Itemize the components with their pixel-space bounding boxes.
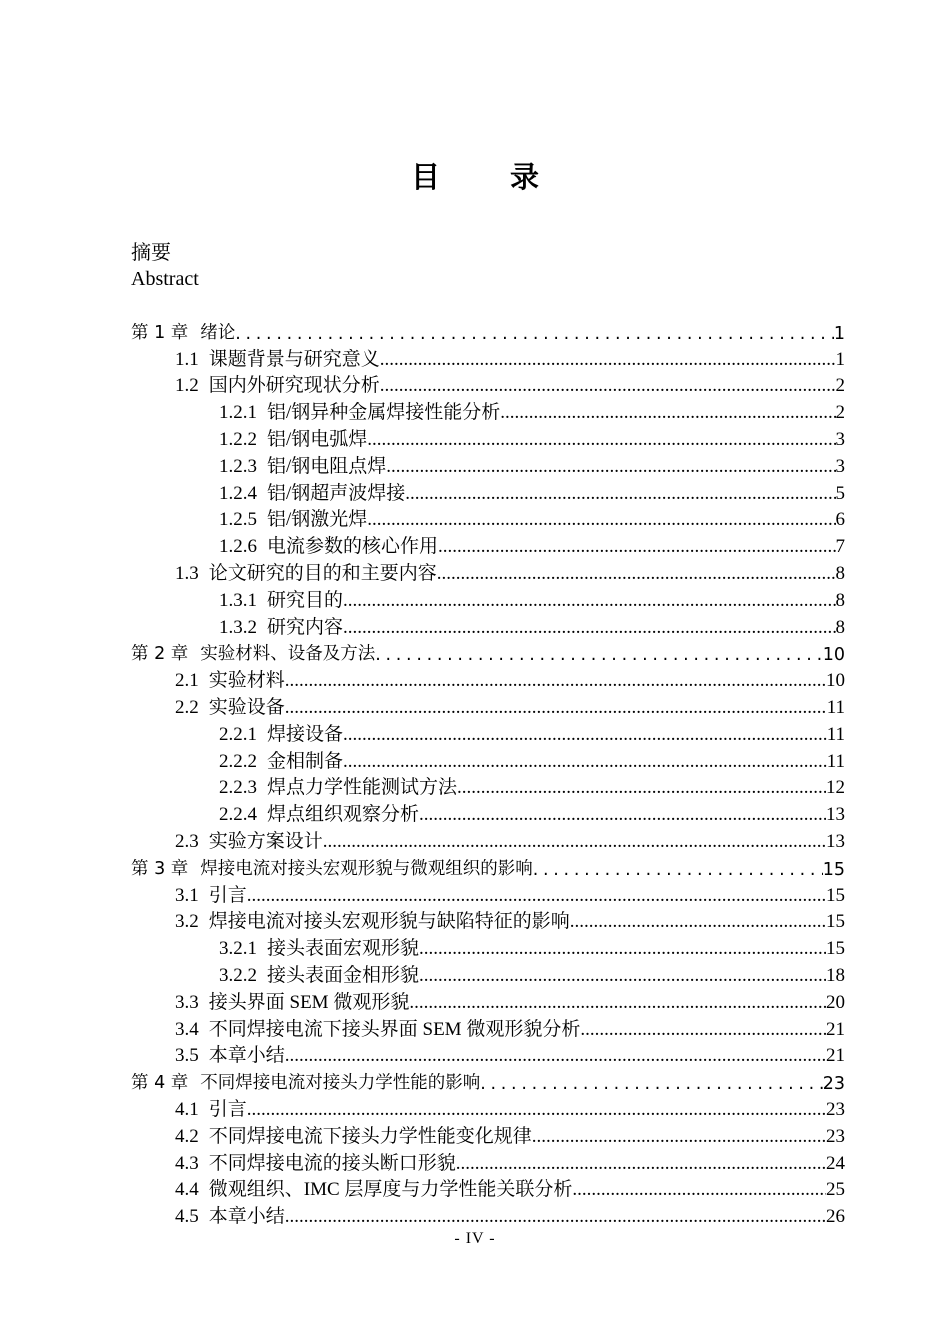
toc-entry-number: 3.2 <box>175 911 199 933</box>
toc-entry-page: 2 <box>835 402 845 424</box>
toc-entry-title: 铝/钢电阻点焊 <box>267 455 387 477</box>
toc-entry-page: 3 <box>835 455 845 477</box>
toc-entry-page: 15 <box>822 859 845 880</box>
toc-entry-page: 23 <box>826 1125 845 1147</box>
toc-entry-label <box>219 478 405 505</box>
toc-dot-leader <box>456 1153 826 1175</box>
toc-dot-leader <box>367 509 835 531</box>
toc-dot-leader <box>409 992 826 1014</box>
toc-dot-leader <box>343 751 827 773</box>
toc-section-entry[interactable] <box>175 880 845 907</box>
toc-entry-page: 11 <box>826 696 845 718</box>
toc-section-entry[interactable] <box>175 1014 845 1041</box>
toc-entry-label <box>175 987 409 1014</box>
toc-entry-label <box>175 1201 285 1228</box>
toc-entry-number: 3.2.1 <box>219 938 257 960</box>
toc-entry-label <box>175 344 380 371</box>
toc-entry-page: 2 <box>835 375 845 397</box>
toc-entry-title: 铝/钢电弧焊 <box>267 428 368 450</box>
toc-subsection-entry[interactable] <box>219 397 845 424</box>
toc-entry-label <box>219 799 419 826</box>
toc-dot-leader <box>438 536 835 558</box>
toc-section-entry[interactable] <box>175 1148 845 1175</box>
toc-entry-title: 不同焊接电流下接头界面 SEM 微观形貌分析 <box>208 1018 581 1040</box>
toc-subsection-entry[interactable] <box>219 960 845 987</box>
toc-entry-page: 21 <box>826 1045 845 1067</box>
toc-subsection-entry[interactable] <box>219 612 845 639</box>
toc-entry-title: 实验设备 <box>208 696 285 718</box>
toc-dot-leader <box>419 804 826 826</box>
toc-entry-number: 2.2 <box>175 696 199 718</box>
toc-entry-page: 25 <box>826 1179 845 1201</box>
toc-entry-label <box>219 397 500 424</box>
toc-entry-number: 1.1 <box>175 348 199 370</box>
toc-entry-label <box>219 451 386 478</box>
toc-entry-page: 6 <box>835 509 845 531</box>
toc-entry-number: 4.2 <box>175 1125 199 1147</box>
toc-dot-leader <box>375 645 822 665</box>
toc-entry-label <box>175 1148 456 1175</box>
toc-dot-leader <box>457 777 826 799</box>
toc-dot-leader <box>533 860 823 880</box>
toc-entry-title: 绪论 <box>200 322 236 343</box>
toc-entry-label <box>175 665 285 692</box>
toc-entry-label <box>131 319 235 344</box>
toc-entry-number: 3.5 <box>175 1045 199 1067</box>
toc-entry-page: 20 <box>826 991 845 1013</box>
page-title: 目 录 <box>410 160 570 194</box>
toc-entry-title: 铝/钢超声波焊接 <box>267 482 406 504</box>
toc-entry-title: 课题背景与研究意义 <box>208 348 380 370</box>
toc-section-entry[interactable] <box>175 1094 845 1121</box>
toc-entry-number: 2.2.4 <box>219 804 257 826</box>
toc-entry-label <box>219 612 343 639</box>
toc-entry-title: 论文研究的目的和主要内容 <box>208 562 437 584</box>
toc-subsection-entry[interactable] <box>219 719 845 746</box>
toc-dot-leader <box>343 724 827 746</box>
toc-entry-title: 焊点力学性能测试方法 <box>267 777 458 799</box>
toc-entry-number: 3.3 <box>175 991 199 1013</box>
toc-entry-number: 3.1 <box>175 884 199 906</box>
toc-entry-title: 接头表面金相形貌 <box>267 964 420 986</box>
toc-entry-number: 1.3.1 <box>219 589 257 611</box>
toc-entry-number: 3.2.2 <box>219 964 257 986</box>
toc-entry-page: 3 <box>835 428 845 450</box>
toc-entry-title: 本章小结 <box>208 1206 285 1228</box>
toc-entry-label <box>219 424 367 451</box>
toc-dot-leader <box>343 617 835 639</box>
toc-subsection-entry[interactable] <box>219 478 845 505</box>
toc-entry-title: 研究内容 <box>267 616 344 638</box>
toc-entry-number: 第 3 章 <box>131 858 189 879</box>
toc-chapter-entry[interactable] <box>131 639 845 666</box>
toc-entry-title: 不同焊接电流对接头力学性能的影响 <box>200 1073 481 1094</box>
toc-entry-title: 焊接电流对接头宏观形貌与微观组织的影响 <box>200 858 533 879</box>
toc-dot-leader <box>247 1099 826 1121</box>
toc-dot-leader <box>380 375 836 397</box>
front-matter-abstract-cn: 摘要 <box>131 242 171 264</box>
toc-dot-leader <box>580 1019 826 1041</box>
toc-entry-number: 3.4 <box>175 1018 199 1040</box>
toc-entry-title: 焊接电流对接头宏观形貌与缺陷特征的影响 <box>208 911 570 933</box>
toc-entry-label <box>175 1041 285 1068</box>
toc-entry-number: 2.1 <box>175 670 199 692</box>
toc-entry-number: 2.3 <box>175 830 199 852</box>
toc-section-entry[interactable] <box>175 371 845 398</box>
toc-entry-label <box>175 1175 572 1202</box>
toc-entry-title: 引言 <box>208 884 247 906</box>
toc-entry-title: 电流参数的核心作用 <box>267 536 439 558</box>
toc-entry-title: 铝/钢激光焊 <box>267 509 368 531</box>
toc-entry-title: 金相制备 <box>267 750 344 772</box>
toc-entry-label <box>175 692 285 719</box>
toc-entry-page: 13 <box>826 830 845 852</box>
toc-entry-number: 2.2.1 <box>219 723 257 745</box>
toc-section-entry[interactable] <box>175 987 845 1014</box>
toc-entry-title: 实验材料、设备及方法 <box>200 644 376 665</box>
toc-chapter-entry[interactable] <box>131 317 845 344</box>
toc-dot-leader <box>323 831 826 853</box>
toc-section-entry[interactable] <box>175 1175 845 1202</box>
toc-dot-leader <box>437 563 836 585</box>
toc-entry-title: 本章小结 <box>208 1045 285 1067</box>
toc-entry-title: 焊接设备 <box>267 723 344 745</box>
toc-entry-number: 1.2.5 <box>219 509 257 531</box>
toc-entry-page: 24 <box>826 1152 845 1174</box>
toc-entry-page: 18 <box>826 964 845 986</box>
toc-dot-leader <box>572 1179 826 1201</box>
toc-entry-number: 第 1 章 <box>131 322 189 343</box>
toc-entry-label <box>175 558 437 585</box>
toc-entry-page: 10 <box>826 670 845 692</box>
toc-dot-leader <box>367 429 835 451</box>
toc-entry-number: 1.2.1 <box>219 402 257 424</box>
toc-entry-page: 23 <box>826 1098 845 1120</box>
toc-entry-page: 11 <box>826 723 845 745</box>
toc-section-entry[interactable] <box>175 907 845 934</box>
toc-subsection-entry[interactable] <box>219 505 845 532</box>
toc-entry-title: 铝/钢异种金属焊接性能分析 <box>267 402 501 424</box>
toc-entry-number: 1.2 <box>175 375 199 397</box>
toc-dot-leader <box>419 965 826 987</box>
toc-subsection-entry[interactable] <box>219 531 845 558</box>
toc-dot-leader <box>386 456 835 478</box>
toc-entry-number: 4.3 <box>175 1152 199 1174</box>
toc-dot-leader <box>380 349 836 371</box>
toc-entry-title: 微观组织、IMC 层厚度与力学性能关联分析 <box>208 1179 573 1201</box>
toc-entry-label <box>219 960 419 987</box>
toc-section-entry[interactable] <box>175 826 845 853</box>
toc-entry-number: 第 2 章 <box>131 644 189 665</box>
toc-subsection-entry[interactable] <box>219 585 845 612</box>
toc-entry-label <box>219 585 343 612</box>
toc-entry-number: 2.2.3 <box>219 777 257 799</box>
toc-entry-label <box>131 855 533 880</box>
page-number-footer: - IV - <box>454 1230 496 1247</box>
toc-entry-label <box>175 907 570 934</box>
toc-entry-number: 1.2.3 <box>219 455 257 477</box>
toc-entry-title: 接头表面宏观形貌 <box>267 938 420 960</box>
toc-dot-leader <box>405 483 835 505</box>
toc-entry-page: 12 <box>826 777 845 799</box>
toc-dot-leader <box>285 670 826 692</box>
toc-entry-label <box>175 1121 532 1148</box>
toc-dot-leader <box>532 1126 826 1148</box>
toc-entry-number: 4.5 <box>175 1206 199 1228</box>
toc-entry-title: 不同焊接电流的接头断口形貌 <box>208 1152 456 1174</box>
toc-entry-label <box>219 505 367 532</box>
toc-entry-label <box>175 880 247 907</box>
toc-entry-label <box>219 933 419 960</box>
toc-subsection-entry[interactable] <box>219 933 845 960</box>
toc-entry-page: 21 <box>826 1018 845 1040</box>
toc-section-entry[interactable] <box>175 692 845 719</box>
toc-subsection-entry[interactable] <box>219 746 845 773</box>
toc-dot-leader <box>285 1045 826 1067</box>
toc-section-entry[interactable] <box>175 558 845 585</box>
toc-entry-label <box>131 1069 480 1094</box>
toc-dot-leader <box>500 402 835 424</box>
toc-dot-leader <box>247 885 826 907</box>
toc-entry-number: 1.3.2 <box>219 616 257 638</box>
toc-entry-title: 实验方案设计 <box>208 830 323 852</box>
toc-entry-label <box>219 531 438 558</box>
toc-entry-title: 不同焊接电流下接头力学性能变化规律 <box>208 1125 532 1147</box>
toc-entry-title: 实验材料 <box>208 670 285 692</box>
toc-entry-label <box>175 826 323 853</box>
toc-dot-leader <box>419 938 826 960</box>
toc-entry-label <box>175 1094 247 1121</box>
toc-subsection-entry[interactable] <box>219 773 845 800</box>
toc-entry-number: 1.3 <box>175 562 199 584</box>
toc-dot-leader <box>235 324 834 344</box>
toc-section-entry[interactable] <box>175 665 845 692</box>
toc-chapter-entry[interactable] <box>131 1067 845 1094</box>
toc-section-entry[interactable] <box>175 1121 845 1148</box>
toc-entry-label <box>219 719 343 746</box>
toc-entry-number: 2.2.2 <box>219 750 257 772</box>
toc-chapter-entry[interactable] <box>131 853 845 880</box>
toc-entry-number: 1.2.4 <box>219 482 257 504</box>
toc-section-entry[interactable] <box>175 1201 845 1228</box>
toc-subsection-entry[interactable] <box>219 451 845 478</box>
toc-entry-page: 1 <box>833 323 845 344</box>
toc-entry-page: 13 <box>826 804 845 826</box>
toc-entry-number: 第 4 章 <box>131 1073 189 1094</box>
toc-entry-page: 5 <box>835 482 845 504</box>
toc-entry-page: 15 <box>826 884 845 906</box>
toc-dot-leader <box>285 697 827 719</box>
toc-entry-title: 焊点组织观察分析 <box>267 804 420 826</box>
toc-entry-title: 接头界面 SEM 微观形貌 <box>208 991 410 1013</box>
toc-entry-page: 8 <box>835 562 845 584</box>
toc-entry-page: 11 <box>826 750 845 772</box>
toc-section-entry[interactable] <box>175 344 845 371</box>
toc-entry-label <box>219 773 457 800</box>
toc-entry-label <box>131 640 375 665</box>
toc-entry-page: 15 <box>826 938 845 960</box>
toc-dot-leader <box>480 1074 822 1094</box>
toc-subsection-entry[interactable] <box>219 799 845 826</box>
toc-entry-page: 8 <box>835 616 845 638</box>
toc-entry-number: 1.2.2 <box>219 428 257 450</box>
toc-entry-page: 26 <box>826 1206 845 1228</box>
toc-entry-page: 23 <box>822 1074 845 1095</box>
toc-entry-page: 8 <box>835 589 845 611</box>
toc-entry-number: 1.2.6 <box>219 536 257 558</box>
toc-entry-page: 15 <box>826 911 845 933</box>
toc-entry-title: 研究目的 <box>267 589 344 611</box>
toc-subsection-entry[interactable] <box>219 424 845 451</box>
toc-dot-leader <box>285 1206 826 1228</box>
toc-section-entry[interactable] <box>175 1041 845 1068</box>
toc-entry-number: 4.4 <box>175 1179 199 1201</box>
toc-entry-label <box>175 1014 580 1041</box>
toc-dot-leader <box>343 590 835 612</box>
toc-entry-page: 10 <box>822 645 845 666</box>
toc-entry-number: 4.1 <box>175 1098 199 1120</box>
toc-dot-leader <box>570 911 826 933</box>
toc-entry-title: 国内外研究现状分析 <box>208 375 380 397</box>
toc-entry-page: 1 <box>835 348 845 370</box>
toc-entry-title: 引言 <box>208 1098 247 1120</box>
toc-entry-label <box>219 746 343 773</box>
toc-entry-label <box>175 371 380 398</box>
front-matter-abstract-en: Abstract <box>131 268 199 290</box>
toc-entry-page: 7 <box>835 536 845 558</box>
